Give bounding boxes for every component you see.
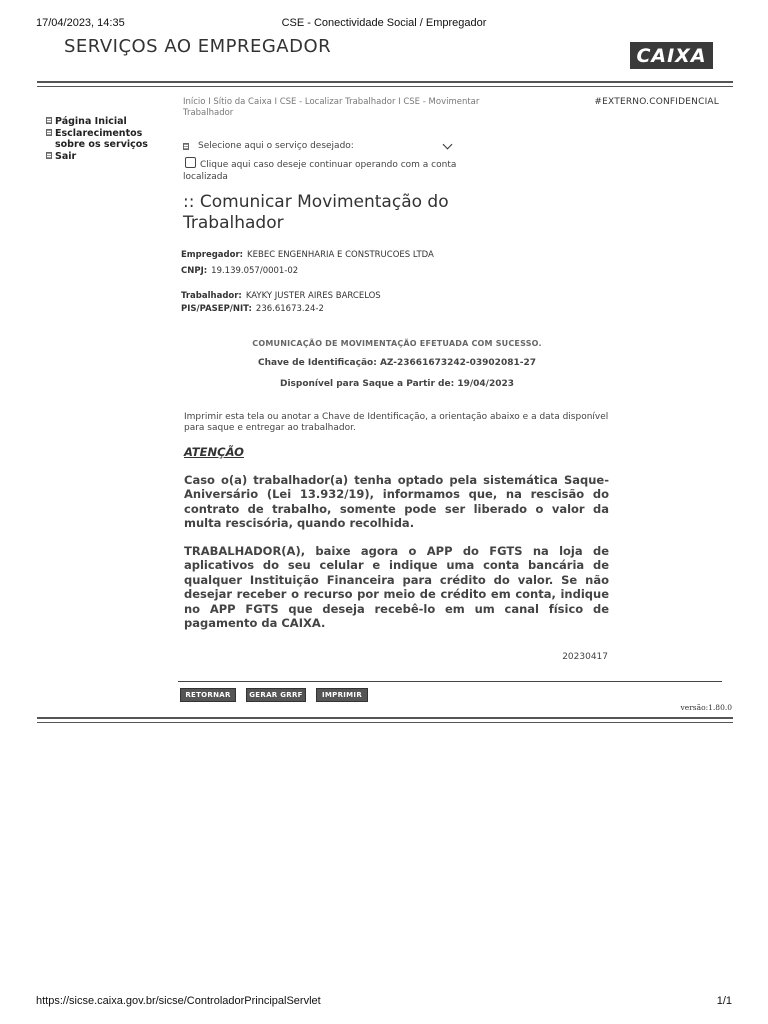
chevron-down-icon [443, 140, 453, 150]
print-url: https://sicse.caixa.gov.br/sicse/ControladorPrincipalServlet [36, 995, 321, 1007]
worker-value: KAYKY JUSTER AIRES BARCELOS [245, 291, 381, 301]
page-title: :: Comunicar Movimentação do Trabalhador [183, 192, 449, 233]
worker-row [181, 291, 381, 301]
print-instructions: Imprimir esta tela ou anotar a Chave de Identificação, a orientação abaixo e a data disponível para saque e entregar ao trabalhador. [184, 412, 609, 433]
document-icon [46, 117, 52, 124]
attention-heading: ATENÇÃO [184, 445, 244, 459]
withdrawal-date: Disponível para Saque a Partir de: 19/04/2023 [279, 379, 514, 389]
service-select-value: Selecione aqui o serviço desejado: [198, 141, 354, 151]
employer-value: KEBEC ENGENHARIA E CONSTRUCOES LTDA [247, 250, 434, 260]
document-icon [46, 152, 52, 159]
sidebar-item-label: Esclarecimentos sobre os serviços [55, 127, 148, 150]
sidebar-item-label: Sair [55, 150, 77, 162]
sidebar-item-logout[interactable] [46, 151, 166, 163]
attention-paragraph-2: TRABALHADOR(A), baixe agora o APP do FGTS na loja de aplicativos do seu celular e indique uma conta bancária de qualquer Instituição Financeira para crédito do valor. Se não desejar receber o recurso por meio de crédito em conta, indique no APP FGTS que deseja recebê-lo em um canal físico de pagamento da CAIXA. [184, 544, 609, 631]
cnpj-label: CNPJ: [181, 266, 208, 276]
footer-divider [37, 717, 733, 723]
cnpj-row [181, 266, 298, 276]
print-datetime: 17/04/2023, 14:35 [36, 17, 125, 29]
pis-label: PIS/PASEP/NIT: [181, 304, 252, 314]
sidebar-item-help[interactable] [46, 128, 166, 151]
app-title: SERVIÇOS AO EMPREGADOR [64, 36, 332, 57]
worker-label: Trabalhador: [181, 291, 242, 301]
action-bar [178, 681, 722, 703]
sidebar-item-home[interactable] [46, 116, 166, 128]
employer-label: Empregador: [181, 250, 244, 260]
continue-checkbox-label: Clique aqui caso deseje continuar operando com a conta localizada [183, 160, 457, 182]
pis-row [181, 304, 324, 314]
breadcrumb[interactable]: Início I Sítio da Caixa I CSE - Localizar Trabalhador I CSE - Movimentar Trabalhador [183, 97, 480, 118]
classification-label: #EXTERNO.CONFIDENCIAL [594, 97, 719, 107]
print-button[interactable]: IMPRIMIR [316, 688, 368, 702]
service-select[interactable] [183, 139, 455, 153]
sidebar-item-label: Página Inicial [55, 116, 127, 127]
version-label: versão:1.80.0 [680, 703, 732, 712]
success-message: COMUNICAÇÃO DE MOVIMENTAÇÃO EFETUADA COM SUCESSO. [252, 339, 542, 348]
identification-key: Chave de Identificação: AZ-23661673242-03902081-27 [257, 358, 536, 368]
reference-code: 20230417 [562, 652, 608, 662]
sidebar [46, 116, 166, 162]
print-page-number: 1/1 [716, 995, 732, 1007]
document-icon [183, 143, 189, 150]
continue-checkbox[interactable] [185, 157, 196, 168]
continue-checkbox-row [183, 157, 483, 183]
return-button[interactable]: RETORNAR [180, 688, 236, 702]
cnpj-value: 19.139.057/0001-02 [211, 266, 299, 276]
print-document-title: CSE - Conectividade Social / Empregador [281, 17, 487, 29]
employer-row [181, 250, 434, 260]
caixa-logo: CAIXA [630, 42, 713, 69]
attention-paragraph-1: Caso o(a) trabalhador(a) tenha optado pela sistemática Saque-Aniversário (Lei 13.932/19), informamos que, na rescisão do contrato de trabalho, somente pode ser liberado o valor da multa rescisória, quando recolhida. [184, 473, 609, 531]
document-icon [46, 129, 52, 136]
header-divider [37, 81, 733, 87]
pis-value: 236.61673.24-2 [255, 304, 324, 314]
generate-grrf-button[interactable]: GERAR GRRF [246, 688, 306, 702]
